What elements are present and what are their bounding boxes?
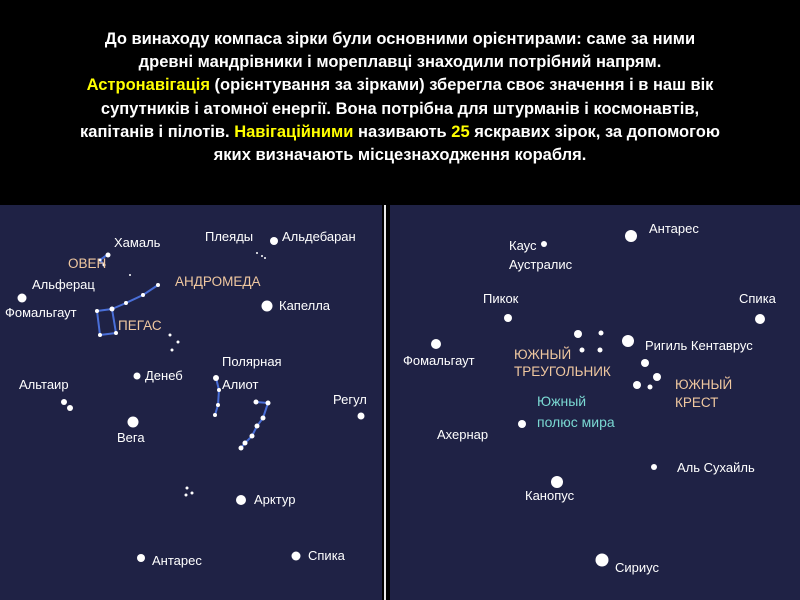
star-dot xyxy=(243,441,248,446)
achernar-label: Ахернар xyxy=(437,427,489,442)
star-dot xyxy=(217,388,221,392)
sirius-star xyxy=(596,554,609,567)
deneb-star xyxy=(134,373,141,380)
ursa-minor-line xyxy=(215,378,219,415)
regulus-label: Регул xyxy=(333,392,367,407)
star-dot xyxy=(177,341,180,344)
map-divider xyxy=(382,205,390,600)
star-dot xyxy=(67,405,73,411)
star-dot xyxy=(648,385,653,390)
intro-line-2: древні мандрівники і мореплавці знаходили потрібний напрям. xyxy=(138,53,662,72)
antares-label-north: Антарес xyxy=(152,553,202,568)
star-dot xyxy=(574,330,582,338)
spica-label-south: Спика xyxy=(739,291,776,306)
star-dot xyxy=(185,494,188,497)
star-dot xyxy=(124,301,128,305)
spica-star-south xyxy=(755,314,765,324)
arcturus-label: Арктур xyxy=(254,492,296,507)
arcturus-star xyxy=(236,495,246,505)
rigil-star xyxy=(622,335,634,347)
antares-label-south: Антарес xyxy=(649,221,699,236)
polaris-label: Полярная xyxy=(222,354,282,369)
intro-line-3-rest: (орієнтування за зірками) зберегла своє значення і в наш вік xyxy=(209,76,714,95)
north-map-graphics xyxy=(0,205,382,600)
sirius-label: Сириус xyxy=(615,560,659,575)
regulus-star xyxy=(358,413,365,420)
vega-star xyxy=(128,417,139,428)
intro-line-3 xyxy=(6,74,794,97)
altair-star xyxy=(61,399,67,405)
canopus-star xyxy=(551,476,563,488)
andromeda-line xyxy=(112,285,158,309)
intro-line-5 xyxy=(6,121,794,144)
aldebaran-star xyxy=(270,237,278,245)
alioth-star xyxy=(254,400,259,405)
star-dot xyxy=(191,492,194,495)
intro-line-6: яких визначають місцезнаходження корабля. xyxy=(213,146,587,165)
southern-triangle-label-1: ЮЖНЫЙ xyxy=(514,347,572,362)
pegasus-square-line xyxy=(97,309,116,335)
star-dot xyxy=(266,401,271,406)
achernar-star xyxy=(518,420,526,428)
star-dot xyxy=(261,416,266,421)
capella-star xyxy=(262,301,273,312)
alpheratz-label: Альферац xyxy=(32,277,95,292)
star-dot xyxy=(186,487,189,490)
star-dot xyxy=(110,307,115,312)
star-dot xyxy=(239,446,244,451)
suhail-label: Аль Сухайль xyxy=(677,460,755,475)
star-dot xyxy=(599,331,604,336)
star-dot xyxy=(141,293,145,297)
aries-label: ОВЕН xyxy=(68,256,107,271)
astronavigation-term: Астронавігація xyxy=(86,76,210,95)
alpheratz-star xyxy=(18,294,27,303)
south-pole-label-2: полюс мира xyxy=(537,414,615,430)
star-dot xyxy=(633,381,641,389)
southern-triangle-label-2: ТРЕУГОЛЬНИК xyxy=(514,364,611,379)
kaus-label-2: Аустралис xyxy=(509,257,573,272)
intro-line-1: До винаходу компаса зірки були основними орієнтирами: саме за ними xyxy=(104,30,696,48)
star-dot xyxy=(653,373,661,381)
capella-label: Капелла xyxy=(279,298,331,313)
intro-line-5-post: яскравих зірок, за допомогою xyxy=(469,122,720,141)
deneb-label: Денеб xyxy=(145,368,183,383)
south-map-graphics xyxy=(390,205,800,600)
canopus-label: Канопус xyxy=(525,488,575,503)
star-dot xyxy=(95,309,99,313)
pleiades-star xyxy=(256,252,258,254)
polaris-star xyxy=(213,375,219,381)
intro-line-5-pre: капітанів і пілотів. xyxy=(80,122,235,141)
suhail-star xyxy=(651,464,657,470)
fomalhaut-label-north: Фомальгаут xyxy=(5,305,77,320)
star-dot xyxy=(156,283,160,287)
pegasus-label: ПЕГАС xyxy=(118,318,162,333)
south-star-map xyxy=(390,205,800,600)
star-dot xyxy=(641,359,649,367)
star-dot xyxy=(169,334,172,337)
star-count: 25 xyxy=(451,122,470,141)
star-dot xyxy=(598,348,603,353)
intro-line-4: супутників і атомної енергії. Вона потрібна для штурманів і космонавтів, xyxy=(100,99,700,118)
spica-star-north xyxy=(292,552,301,561)
peacock-label: Пикок xyxy=(483,291,519,306)
star-dot xyxy=(580,348,585,353)
star-dot xyxy=(213,413,217,417)
fomalhaut-star-south xyxy=(431,339,441,349)
intro-line-5-mid: називають xyxy=(353,122,452,141)
kaus-star xyxy=(541,241,547,247)
vega-label: Вега xyxy=(117,430,145,445)
alioth-label: Алиот xyxy=(222,377,259,392)
star-dot xyxy=(98,333,102,337)
spica-label-north: Спика xyxy=(308,548,345,563)
hamal-label: Хамаль xyxy=(114,235,161,250)
kaus-label-1: Каус xyxy=(509,238,537,253)
intro-text xyxy=(6,28,794,167)
star-dot xyxy=(171,349,174,352)
pleiades-label: Плеяды xyxy=(205,229,254,244)
north-star-map xyxy=(0,205,382,600)
southern-cross-label-1: ЮЖНЫЙ xyxy=(675,377,733,392)
star-dot xyxy=(250,434,255,439)
peacock-star xyxy=(504,314,512,322)
antares-star-north xyxy=(137,554,145,562)
andromeda-label: АНДРОМЕДА xyxy=(175,274,261,289)
antares-star-south xyxy=(625,230,637,242)
star-dot xyxy=(216,403,220,407)
star-dot xyxy=(129,274,131,276)
aldebaran-label: Альдебаран xyxy=(282,229,356,244)
star-dot xyxy=(264,257,266,259)
star-dot xyxy=(261,255,263,257)
altair-label: Альтаир xyxy=(19,377,69,392)
south-pole-label-1: Южный xyxy=(537,393,587,409)
southern-cross-label-2: КРЕСТ xyxy=(675,395,719,410)
star-dot xyxy=(255,424,260,429)
fomalhaut-label-south: Фомальгаут xyxy=(403,353,475,368)
rigil-label: Ригиль Кентаврус xyxy=(645,338,753,353)
navigational-term: Навігаційними xyxy=(234,122,354,141)
